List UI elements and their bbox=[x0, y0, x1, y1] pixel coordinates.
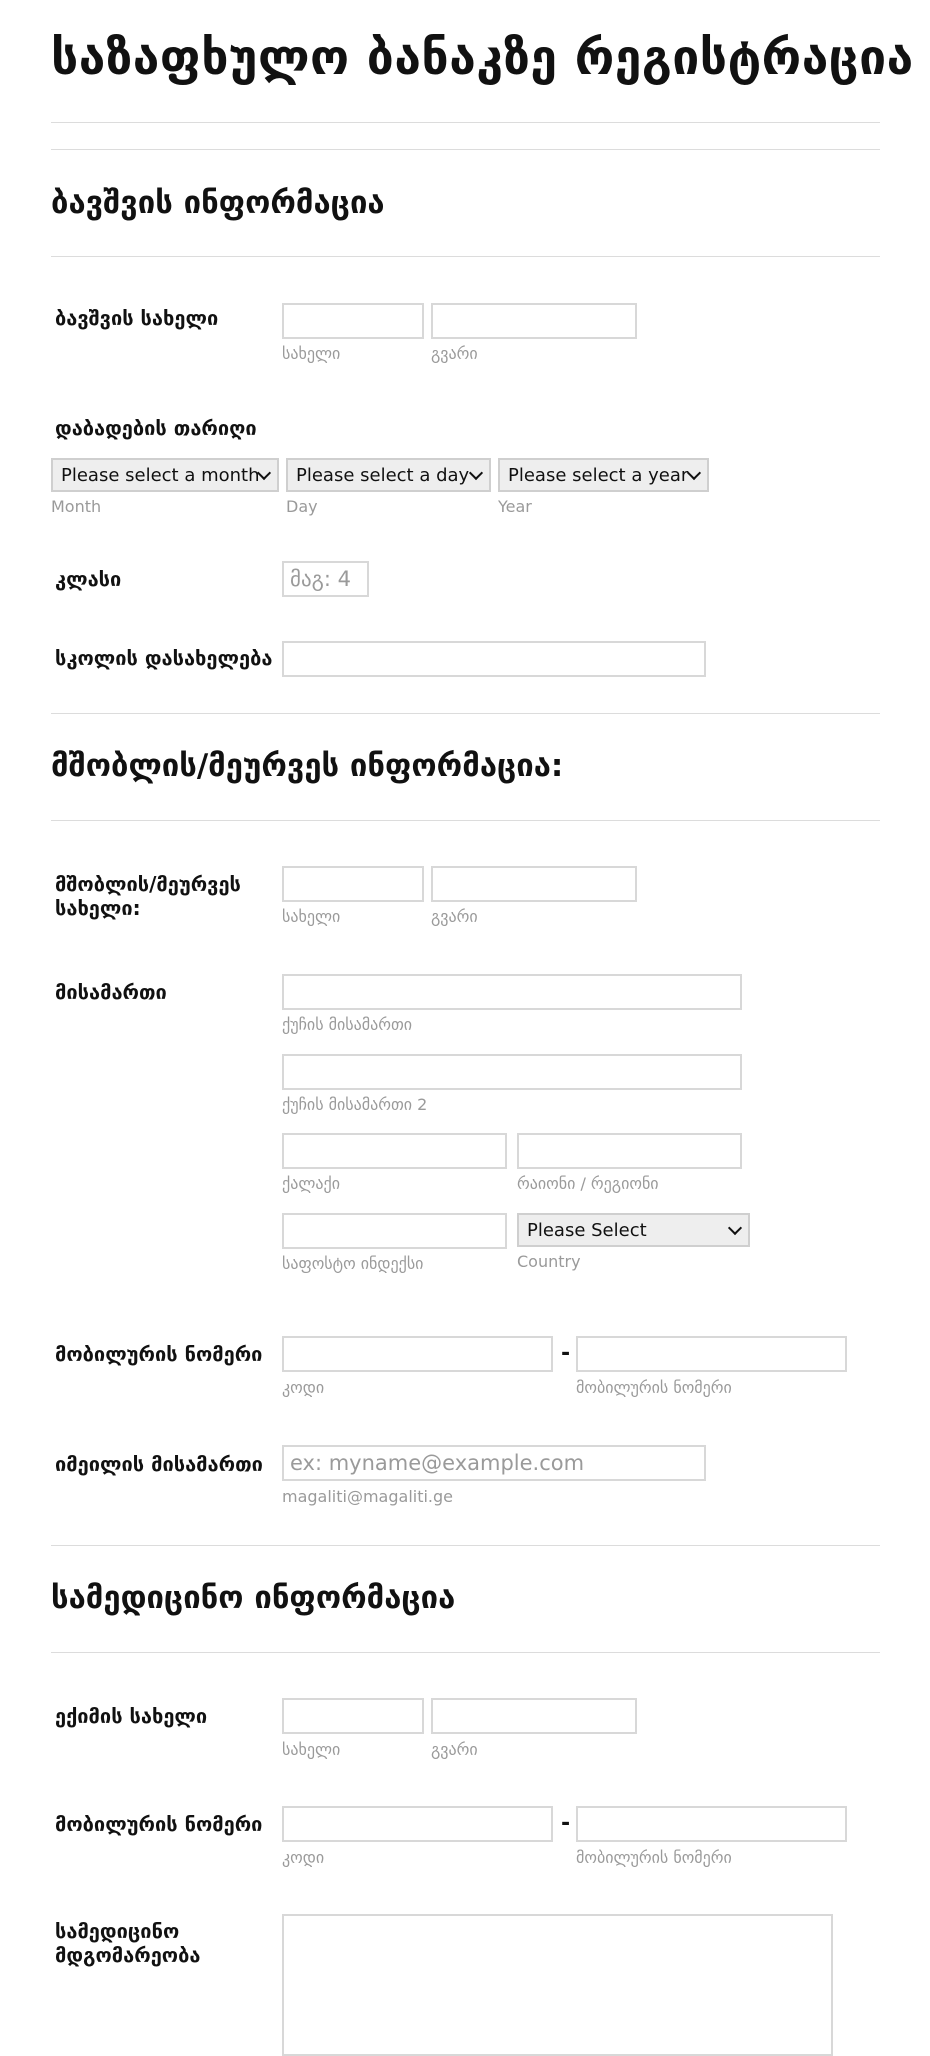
chevron-down-icon bbox=[469, 466, 483, 480]
child-last-name-sublabel: გვარი bbox=[431, 344, 478, 363]
medical-condition-label: სამედიცინო მდგომარეობა bbox=[55, 1919, 201, 1967]
birth-day-select-value: Please select a day bbox=[296, 464, 470, 486]
postal-code-input[interactable] bbox=[282, 1213, 507, 1249]
birth-month-sublabel: Month bbox=[51, 497, 102, 516]
divider bbox=[51, 820, 880, 821]
section-heading-parent: მშობლის/მეურვეს ინფორმაცია: bbox=[51, 748, 564, 784]
email-label: იმეილის მისამართი bbox=[55, 1452, 263, 1476]
divider bbox=[51, 149, 880, 150]
street-address-2-sublabel: ქუჩის მისამართი 2 bbox=[282, 1095, 428, 1114]
birth-date-label: დაბადების თარიღი bbox=[55, 416, 257, 440]
birth-month-select[interactable] bbox=[51, 458, 279, 492]
birth-day-select[interactable] bbox=[286, 458, 491, 492]
birth-year-sublabel: Year bbox=[498, 497, 532, 516]
country-select[interactable] bbox=[517, 1213, 750, 1247]
parent-name-label: მშობლის/მეურვეს სახელი: bbox=[55, 872, 241, 920]
country-select-value: Please Select bbox=[527, 1219, 647, 1241]
parent-first-name-input[interactable] bbox=[282, 866, 424, 902]
region-input[interactable] bbox=[517, 1133, 742, 1169]
doctor-phone-number-input[interactable] bbox=[576, 1806, 847, 1842]
phone-separator: - bbox=[561, 1341, 571, 1366]
street-address-input[interactable] bbox=[282, 974, 742, 1010]
doctor-phone-number-sublabel: მობილურის ნომერი bbox=[576, 1848, 732, 1867]
divider bbox=[51, 1652, 880, 1653]
school-name-input[interactable] bbox=[282, 641, 706, 677]
doctor-first-name-input[interactable] bbox=[282, 1698, 424, 1734]
medical-condition-textarea[interactable] bbox=[282, 1914, 833, 2056]
grade-input[interactable] bbox=[282, 561, 369, 597]
parent-phone-number-input[interactable] bbox=[576, 1336, 847, 1372]
divider bbox=[51, 1545, 880, 1546]
doctor-phone-label: მობილურის ნომერი bbox=[55, 1812, 263, 1836]
divider bbox=[51, 256, 880, 257]
email-input[interactable] bbox=[282, 1445, 706, 1481]
child-first-name-sublabel: სახელი bbox=[282, 344, 341, 363]
street-address-2-input[interactable] bbox=[282, 1054, 742, 1090]
phone-separator: - bbox=[561, 1811, 571, 1836]
doctor-first-name-sublabel: სახელი bbox=[282, 1740, 341, 1759]
parent-last-name-input[interactable] bbox=[431, 866, 637, 902]
divider bbox=[51, 713, 880, 714]
birth-day-sublabel: Day bbox=[286, 497, 318, 516]
parent-phone-code-input[interactable] bbox=[282, 1336, 553, 1372]
section-heading-medical: სამედიცინო ინფორმაცია bbox=[51, 1580, 456, 1616]
postal-code-sublabel: საფოსტო ინდექსი bbox=[282, 1254, 424, 1273]
region-sublabel: რაიონი / რეგიონი bbox=[517, 1174, 659, 1193]
divider bbox=[51, 122, 880, 123]
section-heading-child: ბავშვის ინფორმაცია bbox=[51, 185, 385, 221]
parent-last-name-sublabel: გვარი bbox=[431, 907, 478, 926]
school-name-label: სკოლის დასახელება bbox=[55, 646, 273, 670]
email-sublabel: magaliti@magaliti.ge bbox=[282, 1487, 454, 1506]
street-address-sublabel: ქუჩის მისამართი bbox=[282, 1015, 413, 1034]
birth-year-select-value: Please select a year bbox=[508, 464, 689, 486]
child-name-label: ბავშვის სახელი bbox=[55, 306, 219, 330]
address-label: მისამართი bbox=[55, 980, 167, 1004]
birth-month-select-value: Please select a month bbox=[61, 464, 260, 486]
doctor-phone-code-input[interactable] bbox=[282, 1806, 553, 1842]
birth-year-select[interactable] bbox=[498, 458, 709, 492]
parent-phone-number-sublabel: მობილურის ნომერი bbox=[576, 1378, 732, 1397]
parent-phone-code-sublabel: კოდი bbox=[282, 1378, 325, 1397]
parent-first-name-sublabel: სახელი bbox=[282, 907, 341, 926]
grade-label: კლასი bbox=[55, 567, 122, 591]
child-last-name-input[interactable] bbox=[431, 303, 637, 339]
city-sublabel: ქალაქი bbox=[282, 1174, 340, 1193]
doctor-name-label: ექიმის სახელი bbox=[55, 1704, 208, 1728]
child-first-name-input[interactable] bbox=[282, 303, 424, 339]
doctor-last-name-input[interactable] bbox=[431, 1698, 637, 1734]
city-input[interactable] bbox=[282, 1133, 507, 1169]
chevron-down-icon bbox=[728, 1221, 742, 1235]
page-title: საზაფხულო ბანაკზე რეგისტრაცია bbox=[51, 30, 914, 86]
doctor-phone-code-sublabel: კოდი bbox=[282, 1848, 325, 1867]
chevron-down-icon bbox=[687, 466, 701, 480]
parent-phone-label: მობილურის ნომერი bbox=[55, 1342, 263, 1366]
doctor-last-name-sublabel: გვარი bbox=[431, 1740, 478, 1759]
country-sublabel: Country bbox=[517, 1252, 581, 1271]
